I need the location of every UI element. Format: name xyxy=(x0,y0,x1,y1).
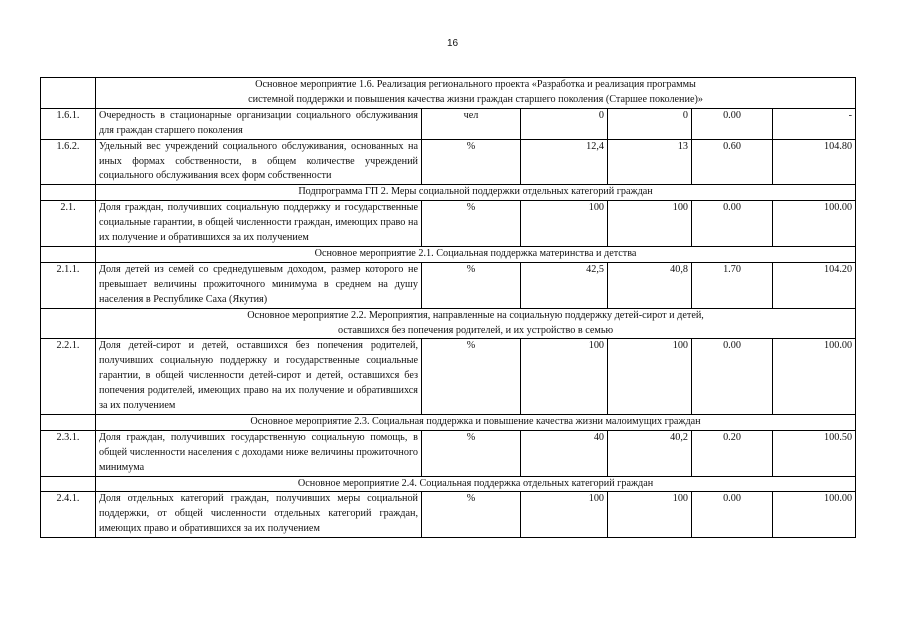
indicator-percent: 100.50 xyxy=(773,430,856,476)
indicator-unit: % xyxy=(422,201,521,247)
section-blank-cell xyxy=(41,185,96,201)
indicator-code: 2.3.1. xyxy=(41,430,96,476)
indicator-row xyxy=(41,108,856,139)
indicator-name: Доля детей-сирот и детей, оставшихся без попечения родителей, получивших социальную поддержку и государственные социальные гарантии, в общей численности детей-сирот и детей, оставшихся без попечения родителей, имеющих право на их получение и обратившихся за их получением xyxy=(96,339,422,415)
indicator-unit: % xyxy=(422,139,521,185)
indicator-plan-value: 100 xyxy=(521,339,608,415)
indicator-percent: 100.00 xyxy=(773,492,856,538)
section-title-line: оставшихся без попечения родителей, и их устройство в семью xyxy=(337,324,614,336)
section-title-line: Основное мероприятие 2.1. Социальная поддержка материнства и детства xyxy=(314,247,637,259)
indicator-deviation: 0.00 xyxy=(692,492,773,538)
section-header-row xyxy=(41,246,856,262)
indicator-fact-value: 40,8 xyxy=(608,262,692,308)
indicator-unit: чел xyxy=(422,108,521,139)
section-title-line: Основное мероприятие 2.4. Социальная поддержка отдельных категорий граждан xyxy=(297,477,654,489)
section-title xyxy=(96,476,856,492)
indicator-unit: % xyxy=(422,339,521,415)
indicator-percent: 104.20 xyxy=(773,262,856,308)
indicator-deviation: 0.00 xyxy=(692,339,773,415)
indicator-fact-value: 0 xyxy=(608,108,692,139)
indicator-name: Доля отдельных категорий граждан, получивших меры социальной поддержки, от общей численности отдельных категорий граждан, имеющих право и обратившихся за их получением xyxy=(96,492,422,538)
indicator-row xyxy=(41,430,856,476)
indicator-plan-value: 100 xyxy=(521,492,608,538)
indicator-code: 1.6.1. xyxy=(41,108,96,139)
indicator-fact-value: 100 xyxy=(608,201,692,247)
indicator-row xyxy=(41,139,856,185)
section-blank-cell xyxy=(41,78,96,109)
section-blank-cell xyxy=(41,246,96,262)
indicator-name: Удельный вес учреждений социального обслуживания, основанных на иных формах собственности, в общем количестве учреждений социального обслуживания всех форм собственности xyxy=(96,139,422,185)
section-title-line: Подпрограмма ГП 2. Меры социальной поддержки отдельных категорий граждан xyxy=(298,186,653,198)
indicator-name: Очередность в стационарные организации социального обслуживания для граждан старшего поколения xyxy=(96,108,422,139)
section-header-row xyxy=(41,308,856,339)
section-title xyxy=(96,246,856,262)
indicator-row xyxy=(41,201,856,247)
indicator-plan-value: 40 xyxy=(521,430,608,476)
indicator-deviation: 1.70 xyxy=(692,262,773,308)
indicator-name: Доля граждан, получивших государственную социальную помощь, в общей численности населения с доходами ниже величины прожиточного минимума xyxy=(96,430,422,476)
indicator-unit: % xyxy=(422,492,521,538)
page-number: 16 xyxy=(446,38,459,49)
section-title xyxy=(96,308,856,339)
indicator-code: 2.1.1. xyxy=(41,262,96,308)
indicator-deviation: 0.00 xyxy=(692,201,773,247)
indicator-percent: 104.80 xyxy=(773,139,856,185)
indicator-plan-value: 42,5 xyxy=(521,262,608,308)
section-title-line: системной поддержки и повышения качества жизни граждан старшего поколения (Старшее поколение)» xyxy=(248,93,703,105)
indicator-percent: 100.00 xyxy=(773,339,856,415)
indicator-percent: - xyxy=(773,108,856,139)
indicator-unit: % xyxy=(422,262,521,308)
indicator-unit: % xyxy=(422,430,521,476)
indicator-percent: 100.00 xyxy=(773,201,856,247)
section-title xyxy=(96,78,856,109)
indicator-fact-value: 100 xyxy=(608,339,692,415)
indicator-name: Доля детей из семей со среднедушевым доходом, размер которого не превышает величины прожиточного минимума в среднем на душу населения в Республике Саха (Якутия) xyxy=(96,262,422,308)
indicator-row xyxy=(41,339,856,415)
section-title xyxy=(96,185,856,201)
indicator-name: Доля граждан, получивших социальную поддержку и государственные социальные гарантии, в общей численности граждан, имеющих право на их получение и обратившихся за их получением xyxy=(96,201,422,247)
section-header-row xyxy=(41,185,856,201)
indicator-row xyxy=(41,262,856,308)
indicator-deviation: 0.60 xyxy=(692,139,773,185)
table-body xyxy=(41,78,856,538)
indicators-table xyxy=(40,77,856,538)
section-title-line: Основное мероприятие 2.3. Социальная поддержка и повышение качества жизни малоимущих граждан xyxy=(250,415,701,427)
indicator-code: 2.2.1. xyxy=(41,339,96,415)
section-header-row xyxy=(41,476,856,492)
section-blank-cell xyxy=(41,414,96,430)
section-blank-cell xyxy=(41,308,96,339)
indicator-fact-value: 40,2 xyxy=(608,430,692,476)
indicator-plan-value: 100 xyxy=(521,201,608,247)
section-title-line: Основное мероприятие 2.2. Мероприятия, направленные на социальную поддержку детей-сирот и детей, xyxy=(247,309,704,321)
indicator-fact-value: 13 xyxy=(608,139,692,185)
indicator-deviation: 0.20 xyxy=(692,430,773,476)
section-blank-cell xyxy=(41,476,96,492)
indicator-plan-value: 0 xyxy=(521,108,608,139)
section-title-line: Основное мероприятие 1.6. Реализация регионального проекта «Разработка и реализация программы xyxy=(255,79,696,90)
indicator-deviation: 0.00 xyxy=(692,108,773,139)
indicator-row xyxy=(41,492,856,538)
indicator-plan-value: 12,4 xyxy=(521,139,608,185)
section-header-row xyxy=(41,78,856,109)
indicator-code: 2.1. xyxy=(41,201,96,247)
section-header-row xyxy=(41,414,856,430)
indicator-fact-value: 100 xyxy=(608,492,692,538)
section-title xyxy=(96,414,856,430)
indicator-code: 1.6.2. xyxy=(41,139,96,185)
indicator-code: 2.4.1. xyxy=(41,492,96,538)
